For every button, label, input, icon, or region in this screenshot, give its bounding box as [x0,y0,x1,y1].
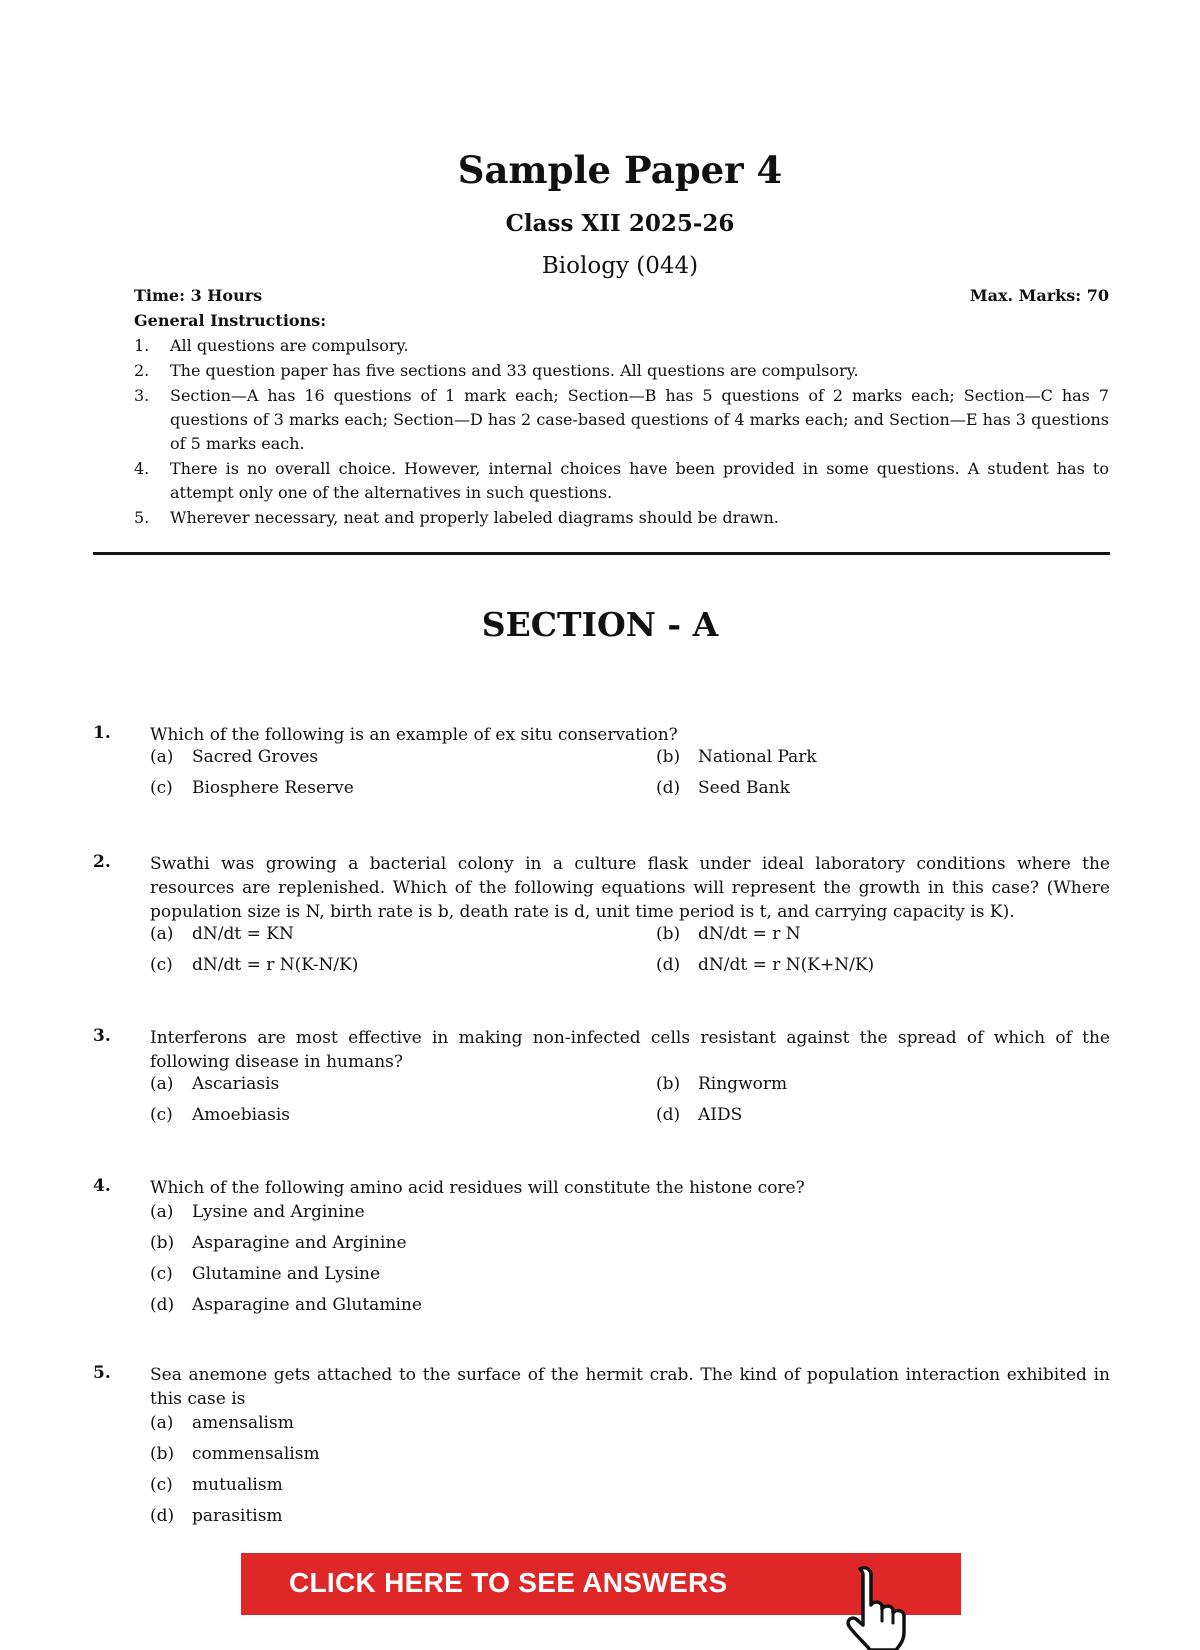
subject-line: Biology (044) [541,253,699,279]
section-heading: SECTION - A [481,605,719,644]
option-text: dN/dt = r N(K+N/K) [698,955,875,975]
instruction-text: Section—A has 16 questions of 1 mark each; Section—B has 5 questions of 2 marks each; Section—C has 7 questions of 3 marks each; Section—D has 2 case-based questions of 4 marks each; and Section—E has 3 questions of 5 marks each. [170,386,1109,453]
option-d[interactable] [656,1105,742,1125]
instruction-number: 5. [134,508,150,527]
page-title: Sample Paper 4 [457,148,783,192]
options-list [150,1200,1110,1324]
option-label: (d) [656,955,681,975]
question-3 [93,1026,1110,1136]
question-number: 4. [93,1176,111,1196]
option-label: (c) [150,1264,173,1284]
question-text: Interferons are most effective in making non-infected cells resistant against the spread of which of the following disease in humans? [150,1028,1110,1072]
option-text: Lysine and Arginine [192,1202,365,1222]
question-number: 2. [93,852,111,872]
instruction-number: 3. [134,386,150,405]
options-grid [150,924,1110,986]
time-allowed: Time: 3 Hours [134,286,263,305]
option-label: (b) [656,924,681,944]
option-text: amensalism [192,1413,294,1433]
question-5 [93,1363,1110,1535]
divider [93,552,1110,555]
question-text: Sea anemone gets attached to the surface of the hermit crab. The kind of population interaction exhibited in this case is [150,1365,1110,1409]
option-d[interactable] [150,1293,1110,1324]
question-number: 5. [93,1363,111,1383]
option-text: Biosphere Reserve [192,778,354,798]
option-label: (c) [150,1105,173,1125]
option-text: Ringworm [698,1074,788,1094]
option-d[interactable] [656,778,790,798]
option-text: parasitism [192,1506,283,1526]
option-label: (b) [150,1233,175,1253]
option-d[interactable] [656,955,874,975]
instructions-list [134,334,1109,531]
options-list [150,1411,1110,1535]
option-text: Sacred Groves [192,747,319,767]
option-text: Glutamine and Lysine [192,1264,381,1284]
option-text: Asparagine and Arginine [192,1233,407,1253]
option-label: (a) [150,1413,174,1433]
option-text: dN/dt = r N [698,924,801,944]
option-label: (a) [150,1202,174,1222]
options-grid [150,1074,1110,1136]
option-label: (d) [150,1506,175,1526]
option-label: (d) [150,1295,175,1315]
question-text: Which of the following is an example of ex situ conservation? [150,725,678,745]
option-b[interactable] [656,1074,787,1094]
option-text: commensalism [192,1444,320,1464]
see-answers-label: CLICK HERE TO SEE ANSWERS [289,1567,728,1598]
exam-meta-row [134,286,1109,305]
option-a[interactable] [150,747,318,767]
option-a[interactable] [150,1411,1110,1442]
option-label: (a) [150,747,174,767]
option-label: (b) [656,1074,681,1094]
instruction-number: 4. [134,459,150,478]
option-c[interactable] [150,778,354,798]
class-line: Class XII 2025-26 [505,210,735,237]
options-grid [150,747,1110,809]
option-label: (d) [656,1105,681,1125]
pointing-hand-icon [838,1565,918,1650]
instruction-item [134,384,1109,456]
option-label: (c) [150,955,173,975]
option-a[interactable] [150,1074,279,1094]
option-label: (b) [150,1444,175,1464]
question-number: 3. [93,1026,111,1046]
option-label: (c) [150,778,173,798]
instruction-item [134,359,1109,383]
instruction-item [134,457,1109,505]
instruction-text: Wherever necessary, neat and properly labeled diagrams should be drawn. [170,508,779,527]
max-marks: Max. Marks: 70 [969,286,1109,305]
instruction-number: 1. [134,336,150,355]
option-b[interactable] [656,924,801,944]
option-label: (d) [656,778,681,798]
general-instructions-heading: General Instructions: [134,311,327,330]
instruction-text: All questions are compulsory. [170,336,409,355]
option-b[interactable] [656,747,817,767]
question-2 [93,852,1110,986]
option-label: (a) [150,1074,174,1094]
question-text: Which of the following amino acid residues will constitute the histone core? [150,1178,805,1198]
instruction-item [134,506,1109,530]
option-b[interactable] [150,1231,1110,1262]
question-1 [93,723,1110,809]
question-number: 1. [93,723,111,743]
option-text: Amoebiasis [192,1105,291,1125]
option-d[interactable] [150,1504,1110,1535]
option-b[interactable] [150,1442,1110,1473]
option-text: dN/dt = KN [192,924,294,944]
option-a[interactable] [150,1200,1110,1231]
option-c[interactable] [150,1105,290,1125]
question-text: Swathi was growing a bacterial colony in a culture flask under ideal laboratory conditions where the resources are replenished. Which of the following equations will represent the growth in this case? (Where population size is N, birth rate is b, death rate is d, unit time period is t, and carrying capacity is K). [150,854,1110,922]
option-text: Asparagine and Glutamine [192,1295,422,1315]
instruction-text: There is no overall choice. However, internal choices have been provided in some questions. A student has to attempt only one of the alternatives in such questions. [170,459,1109,502]
option-text: Ascariasis [192,1074,280,1094]
option-text: mutualism [192,1475,283,1495]
instruction-text: The question paper has five sections and 33 questions. All questions are compulsory. [170,361,859,380]
option-text: National Park [698,747,817,767]
option-c[interactable] [150,955,358,975]
option-text: dN/dt = r N(K-N/K) [192,955,359,975]
option-label: (a) [150,924,174,944]
option-c[interactable] [150,1473,1110,1504]
option-label: (c) [150,1475,173,1495]
option-text: AIDS [698,1105,743,1125]
question-4 [93,1176,1110,1324]
option-a[interactable] [150,924,294,944]
instruction-number: 2. [134,361,150,380]
instruction-item [134,334,1109,358]
option-label: (b) [656,747,681,767]
option-c[interactable] [150,1262,1110,1293]
option-text: Seed Bank [698,778,790,798]
